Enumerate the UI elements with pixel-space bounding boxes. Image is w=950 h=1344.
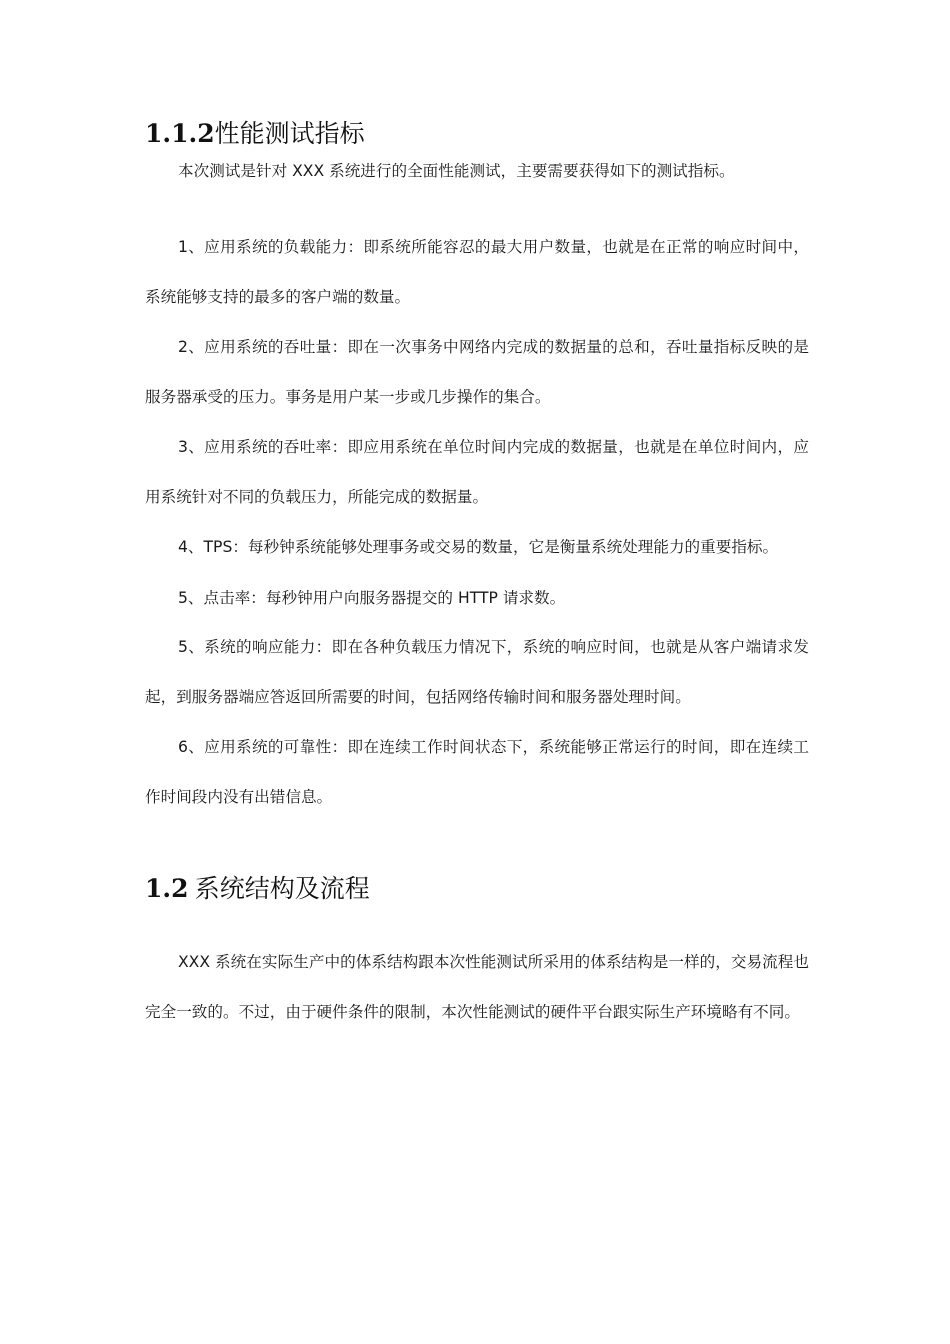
metric-item-response-capability: 5、系统的响应能力：即在各种负载压力情况下，系统的响应时间，也就是从客户端请求发起，到服务器端应答返回所需要的时间，包括网络传输时间和服务器处理时间。 <box>145 638 809 706</box>
metric-item-hit-rate: 5、点击率：每秒钟用户向服务器提交的 HTTP 请求数。 <box>178 589 566 607</box>
section-title: 性能测试指标 <box>214 119 365 148</box>
intro-paragraph: 本次测试是针对 XXX 系统进行的全面性能测试，主要需要获得如下的测试指标。 <box>178 162 735 180</box>
metric-item-throughput: 2、应用系统的吞吐量：即在一次事务中网络内完成的数据量的总和，吞吐量指标反映的是服务器承受的压力。事务是用户某一步或几步操作的集合。 <box>145 338 809 406</box>
system-structure-paragraph: XXX 系统在实际生产中的体系结构跟本次性能测试所采用的体系结构是一样的，交易流程也完全一致的。不过，由于硬件条件的限制，本次性能测试的硬件平台跟实际生产环境略有不同。 <box>145 953 809 1021</box>
section-number: 1.2 <box>145 874 189 903</box>
metric-item-reliability: 6、应用系统的可靠性：即在连续工作时间状态下，系统能够正常运行的时间，即在连续工作时间段内没有出错信息。 <box>145 738 809 806</box>
metric-item-tps: 4、TPS：每秒钟系统能够处理事务或交易的数量，它是衡量系统处理能力的重要指标。 <box>178 538 779 556</box>
metric-item-throughput-rate: 3、应用系统的吞吐率：即应用系统在单位时间内完成的数据量，也就是在单位时间内，应用系统针对不同的负载压力，所能完成的数据量。 <box>145 438 809 506</box>
section-title: 系统结构及流程 <box>194 874 370 903</box>
metric-item-load-capacity: 1、应用系统的负载能力：即系统所能容忍的最大用户数量，也就是在正常的响应时间中，系统能够支持的最多的客户端的数量。 <box>145 238 809 306</box>
section-heading-1-2 <box>145 874 370 905</box>
section-number: 1.1.2 <box>145 119 215 148</box>
